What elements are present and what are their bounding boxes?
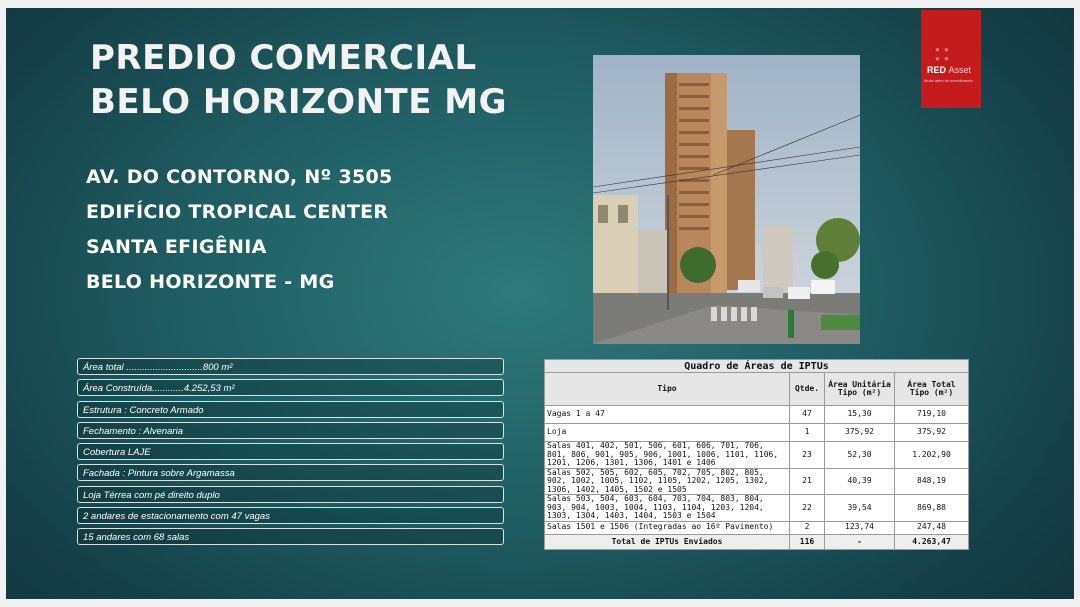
cell-tipo: Salas 1501 e 1506 (Integradas ao 16º Pavimento) <box>545 521 790 534</box>
cell-area-unitaria: 375,92 <box>825 424 895 442</box>
title-line-2: BELO HORIZONTE MG <box>90 82 508 122</box>
table-row <box>545 442 969 469</box>
cell-area-unitaria: 39,54 <box>825 495 895 522</box>
cell-area-total: 375,92 <box>895 424 969 442</box>
cell-tipo: Salas 503, 504, 603, 604, 703, 704, 803, 804, 903, 904, 1003, 1004, 1103, 1104, 1203, 1204, 1303, 1304, 1403, 1404, 1503 e 1504 <box>545 495 790 522</box>
cell-tipo: Vagas 1 a 47 <box>545 406 790 424</box>
logo-dots-icon: ● ● ● ● <box>935 45 950 63</box>
iptu-areas-table <box>544 359 969 550</box>
table-row <box>545 468 969 495</box>
cell-area-total: 1.202,90 <box>895 442 969 469</box>
cell-qtde: 23 <box>790 442 825 469</box>
address-city: BELO HORIZONTE - MG <box>86 271 335 293</box>
logo-brand-name: RED <box>927 65 947 75</box>
cell-area-unitaria: 123,74 <box>825 521 895 534</box>
feature-andares: 15 andares com 68 salas <box>77 528 504 545</box>
cell-qtde: 47 <box>790 406 825 424</box>
red-asset-logo <box>921 10 981 108</box>
cell-qtde: 21 <box>790 468 825 495</box>
cell-area-unitaria: 40,39 <box>825 468 895 495</box>
cell-area-unitaria: 15,30 <box>825 406 895 424</box>
total-qtde: 116 <box>790 534 825 549</box>
features-list <box>77 358 504 550</box>
cell-tipo: Salas 401, 402, 501, 506, 601, 606, 701, 706, 801, 806, 901, 905, 906, 1001, 1006, 1101, 1106, 1201, 1206, 1301, 1306, 1401 e 1406 <box>545 442 790 469</box>
cell-qtde: 2 <box>790 521 825 534</box>
col-header-area-unitaria: Área Unitária Tipo (m²) <box>825 373 895 406</box>
building-photo <box>593 55 860 344</box>
address-building: EDIFÍCIO TROPICAL CENTER <box>86 201 389 223</box>
feature-estrutura: Estrutura : Concreto Armado <box>77 401 504 418</box>
feature-fachada: Fachada : Pintura sobre Argamassa <box>77 464 504 481</box>
table-row <box>545 406 969 424</box>
cell-qtde: 1 <box>790 424 825 442</box>
col-header-area-total: Área Total Tipo (m²) <box>895 373 969 406</box>
title-line-1: PREDIO COMERCIAL <box>90 38 477 78</box>
cell-area-unitaria: 52,30 <box>825 442 895 469</box>
logo-brand <box>927 65 971 75</box>
table-row <box>545 424 969 442</box>
table-row <box>545 495 969 522</box>
total-area-total: 4.263,47 <box>895 534 969 549</box>
table-caption: Quadro de Áreas de IPTUs <box>545 360 969 373</box>
feature-estacionamento: 2 andares de estacionamento com 47 vagas <box>77 507 504 524</box>
address-block <box>86 160 393 300</box>
page-title <box>90 36 507 124</box>
cell-qtde: 22 <box>790 495 825 522</box>
cell-area-total: 719,10 <box>895 406 969 424</box>
building-photo-illustration <box>593 55 860 344</box>
col-header-qtde: Qtde. <box>790 373 825 406</box>
cell-area-total: 247,48 <box>895 521 969 534</box>
cell-tipo: Salas 502, 505, 602, 605, 702, 705, 802, 805, 902, 1002, 1005, 1102, 1105, 1202, 1205, 1302, 1306, 1402, 1405, 1502 e 1505 <box>545 468 790 495</box>
logo-brand-suffix: Asset <box>948 65 972 75</box>
cell-area-total: 869,88 <box>895 495 969 522</box>
table-row <box>545 521 969 534</box>
cell-area-total: 848,19 <box>895 468 969 495</box>
feature-loja: Loja Térrea com pé direito duplo <box>77 486 504 503</box>
feature-area-construida: Área Construída............4.252,53 m² <box>77 379 504 396</box>
address-district: SANTA EFIGÊNIA <box>86 236 267 258</box>
col-header-tipo: Tipo <box>545 373 790 406</box>
feature-fechamento: Fechamento : Alvenaria <box>77 422 504 439</box>
address-street: AV. DO CONTORNO, Nº 3505 <box>86 166 393 188</box>
total-label: Total de IPTUs Enviados <box>545 534 790 549</box>
slide <box>6 8 1074 599</box>
table-total-row <box>545 534 969 549</box>
logo-tagline: Muito além do investimento <box>924 78 973 83</box>
total-area-unitaria: - <box>825 534 895 549</box>
feature-cobertura: Cobertura LAJE <box>77 443 504 460</box>
cell-tipo: Loja <box>545 424 790 442</box>
feature-area-total: Área total .............................800 m² <box>77 358 504 375</box>
